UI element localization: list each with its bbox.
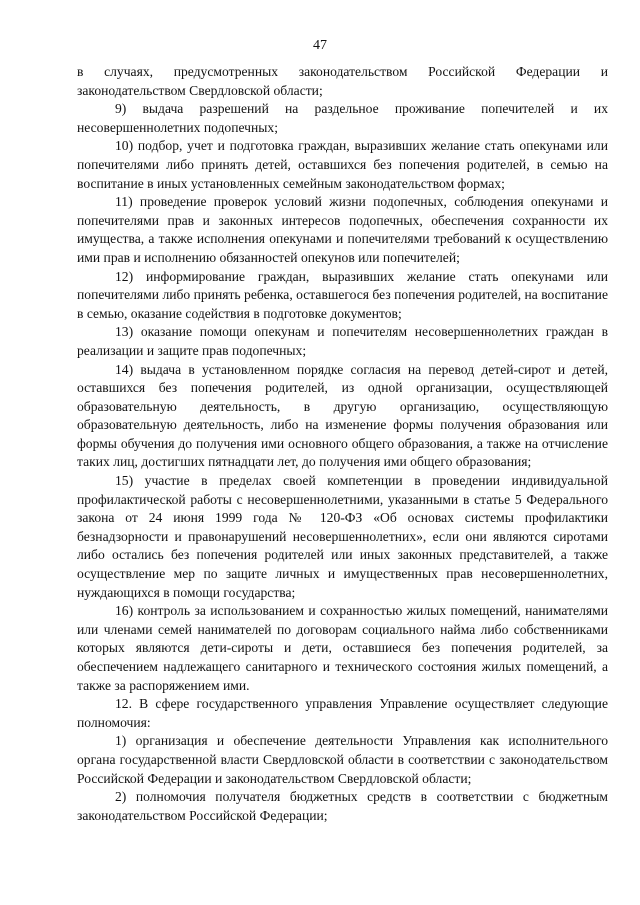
paragraph-item-1: 1) организация и обеспечение деятельности Управления как исполнительного органа государственной власти Свердловской области в соответствии с законодательством Российской Федерации и законодательством Свердловской области; (77, 733, 608, 786)
paragraph-continuation: в случаях, предусмотренных законодательством Российской Федерации и законодательством Свердловской области; (77, 64, 608, 98)
paragraph-item-10: 10) подбор, учет и подготовка граждан, выразивших желание стать опекунами или попечителями либо принять детей, оставшихся без попечения родителей, в семью на воспитание в иных установленных семейным законодательством формах; (77, 138, 608, 191)
document-body (77, 63, 608, 825)
paragraph-item-13: 13) оказание помощи опекунам и попечителям несовершеннолетних граждан в реализации и защите прав подопечных; (77, 324, 608, 358)
paragraph-item-2: 2) полномочия получателя бюджетных средств в соответствии с бюджетным законодательством Российской Федерации; (77, 789, 608, 823)
section-12-heading: 12. В сфере государственного управления Управление осуществляет следующие полномочия: (77, 696, 608, 730)
paragraph-item-9: 9) выдача разрешений на раздельное проживание попечителей и их несовершеннолетних подопечных; (77, 101, 608, 135)
paragraph-item-12: 12) информирование граждан, выразивших желание стать опекунами или попечителями либо принять ребенка, оставшегося без попечения родителей, на воспитание в семью, оказание содействия в подготовке документов; (77, 268, 608, 321)
paragraph-item-15: 15) участие в пределах своей компетенции в проведении индивидуальной профилактической работы с несовершеннолетними, указанными в статье 5 Федерального закона от 24 июня 1999 года № 120-ФЗ «Об основах системы профилактики безнадзорности и правонарушений несовершеннолетних», если они являются сиротами либо остались без попечения родителей или иных законных представителей, а также осуществление мер по защите личных и имущественных прав несовершеннолетних, нуждающихся в помощи государства; (77, 473, 608, 600)
paragraph-item-16: 16) контроль за использованием и сохранностью жилых помещений, нанимателями или членами семей нанимателей по договорам социального найма либо собственниками которых являются дети-сироты и дети, оставшиеся без попечения родителей, за обеспечением надлежащего санитарного и технического состояния жилых помещений, а также за распоряжением ими. (77, 603, 608, 693)
page-number: 47 (313, 38, 327, 53)
paragraph-item-11: 11) проведение проверок условий жизни подопечных, соблюдения опекунами и попечителями прав и законных интересов подопечных, обеспечения сохранности их имущества, а также исполнения опекунами и попечителями требований к осуществлению ими прав и исполнению обязанностей опекунов или попечителей; (77, 194, 608, 265)
paragraph-item-14: 14) выдача в установленном порядке согласия на перевод детей-сирот и детей, оставшихся без попечения родителей, из одной организации, осуществляющей образовательную деятельность, в другую организацию, осуществляющую образовательную деятельность, либо на изменение формы получения образования или формы обучения до получения ими основного общего образования, а также на отчисление таких лиц, достигших пятнадцати лет, до получения ими общего образования; (77, 361, 608, 470)
